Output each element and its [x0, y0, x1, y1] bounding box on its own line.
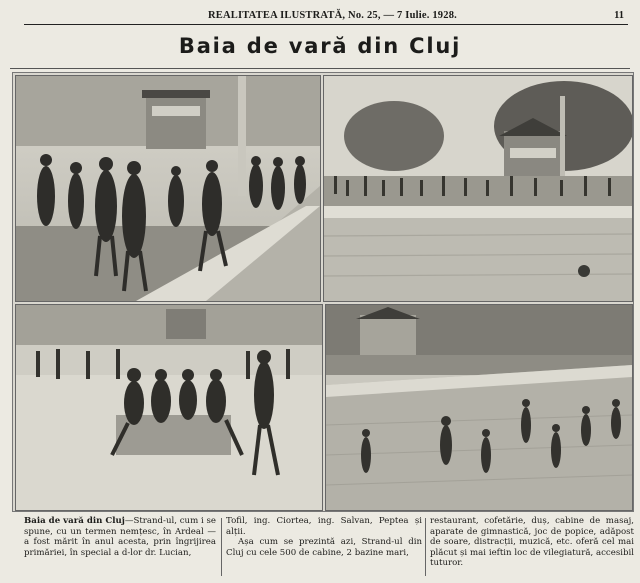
article-column-2-paragraph-2: Așa cum se prezintă azi, Strand-ul din Cluj cu cele 500 de cabine, 2 bazine mari,: [226, 537, 422, 558]
article-column-2: [226, 516, 422, 558]
swimmers-in-pool-photo: [325, 304, 633, 511]
article-column-2-paragraph-1: Tofil, ing. Ciortea, ing. Salvan, Peptea și alții.: [226, 516, 422, 537]
pool-and-pavilion-photo: [323, 75, 633, 302]
page-number: 11: [614, 10, 624, 21]
beach-group-photo: [15, 304, 323, 511]
article-title: Baia de vară din Cluj: [178, 34, 462, 58]
article-column-3: restaurant, cofetărie, duș, cabine de masaj, aparate de gimnastică, joc de popice, adăpost de soare, distracții, muzică, etc. oferă cel mai plăcut și mai ieftin loc de vilegiatură, accesibil tuturor.: [430, 516, 634, 569]
bathers-on-pool-edge-photo: [15, 75, 321, 302]
article-column-1: [24, 516, 216, 558]
page-header: [24, 8, 628, 25]
masthead: REALITATEA ILUSTRATĂ, No. 25, — 7 Iulie. 1928.: [208, 10, 457, 21]
column-divider: [425, 518, 426, 576]
photo-grid: [12, 72, 634, 512]
column-divider: [221, 518, 222, 576]
article-lead: Baia de vară din Cluj: [24, 516, 125, 526]
article-body: [24, 516, 634, 580]
article-column-1-text: —Strand-ul, cum i se spune, cu un termen nemțesc, în Ardeal — a fost mărit în anul acesta, prin îngrijirea primăriei, în special a d-lor dr. Lucian,: [24, 516, 216, 558]
title-divider: [10, 68, 630, 69]
